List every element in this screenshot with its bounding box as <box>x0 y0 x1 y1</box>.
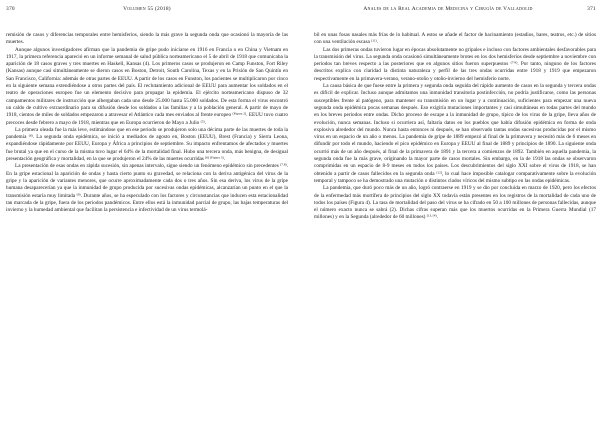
citation: (5) <box>200 118 205 123</box>
left-page-header <box>6 6 288 18</box>
right-page <box>300 0 600 423</box>
paragraph: La causa básica de que fuese entre la primera y segunda onda seguida del rápido aumento de casos en la segunda y tercera ondas es difícil de explicar. Incluso aunque admitamos una inmunidad transitoria postinfección, no podría justificarse, como las personas susceptibles frente al patógeno, para mantener su transmisión en un lugar y a continuación, suficientes para empezar una nueva segunda onda epidémica pocas semanas después. Eso exigiría mutaciones importantes y casi simultáneas en todas partes del mundo en los breves periodos entre ondas. Dicho proceso de escape a la inmunidad de grupo, típico de los virus de la gripe, lleva años de evolución, nunca semanas. Incluso si ocurriera así, faltaría datos en los pueblos que había difusión epidémica en forma de onda explosiva alrededor del mundo. Nunca hasta entonces ni después, se han observado tantas ondas sucesivas producidas por el mismo virus en un espacio de un año o menos. La pandemia de gripe de 1889 empezó al final de la primavera y necesitó más de 6 meses en difundir por todo el mundo, haciendo el pico epidémico en Europa y EEUU al final de 1889 y principios de 1890. La siguiente onda ocurrió más de un año después, al final de la primavera de 1891 y la tercera a comienzos de 1892. También en aquella pandemia, la segunda onda fue la más grave, originando la mayor parte de casos mortales. Sin embargo, en la de 1918 las ondas se observaron comprimidas en un espacio de 8-9 meses en todos los países. Los descubrimientos del siglo XXI sobre el virus de 1918, se han obtenido a partir de casos fallecidos en la segunda onda $^{(12)}$, lo cual hace imposible catalogar comparativamente sobre la evolución temporal y tampoco se ha demostrado una mutación o distintos clados víricos del mismo subtipo en las ondas epidémicas. <box>314 83 596 184</box>
citation: (9) <box>76 191 81 196</box>
citation: (12) <box>436 169 443 174</box>
right-page-number: 371 <box>587 6 596 12</box>
citation: (7,8) <box>280 162 287 167</box>
right-page-header <box>314 6 596 18</box>
citation: (7-9) <box>510 60 518 65</box>
paragraph: La pandemia, que duró poco más de un año, logró contraerse en 1919 y se dio por concluida en marzo de 1920, pero los efectos de la enfermedad más mortífera de principios del siglo XX todavía están presentes en los registros de la mortalidad de cada uno de todos los países (Figura 4). La tasa de mortalidad del paso del virus se ha cifrado en 50 a 100 millones de personas fallecidas, aunque el número exacto nunca se sabrá (2). Dichas cifras superan más que los muertos ocurridas en la Primera Guerra Mundial (17 millones) y en la Segunda (alrededor de 60 millones) $^{(13,14)}$. <box>314 185 596 221</box>
citation: (11) <box>371 38 377 43</box>
citation: (Figura 2) <box>232 111 247 116</box>
left-page-body <box>6 32 288 214</box>
paragraph: Las dos primeras ondas tuvieron lugar en épocas absolutamente no gripales e incluso con factores ambientales desfavorables para la transmisión del virus. La segunda onda ocasionó simultáneamente brotes en los dos hemisferios desde septiembre a noviembre con periodos tan breves respecto a las posteriores que en algunos sitios fueron superpuestos $^{(7-9)}$. Por tanto, ninguno de los factores descritos explica con claridad la distinta naturaleza y perfil de las tres ondas ocurridas entre 1918 y 1919 que empezaron respectivamente en la primavera-verano, verano-otoño y otoño-invierno del hemisferio norte. <box>314 46 596 82</box>
citation: (6) (Figura 3) <box>205 155 224 160</box>
left-running-title: Volumen 55 (2018) <box>123 6 171 12</box>
left-page-number: 370 <box>6 6 15 12</box>
right-page-body <box>314 32 596 222</box>
paragraph: La presentación de esas ondas en rápida sucesión, sin apenas intervalo, sigue siendo un fenómeno epidémico sin precedentes $^{(7,8)}$. En la gripe estacional la aparición de ondas y hasta cierto punto su gravedad, se relaciona con la deriva antigénica del virus de la gripe y la aparición de variantes menores, que ocurre aproximadamente cada dos o tres años. Sin esa deriva, los virus de la gripe humana desaparecerían ya que la inmunidad de grupo producida por sucesivas ondas epidémicas, alcanzarían un punto en el que la transmisión estaría muy limitada $^{(9)}$. Durante años, se ha especulado con los factores y circunstancias que inducen esta estacionalidad tan marcada de la gripe, fuera de los periodos pandémicos. Entre ellos está la inmunidad parcial de grupo, las bajas temperaturas del invierno y la humedad ambiental que facilitan la persistencia e infectividad de un virus termolá- <box>6 162 288 214</box>
right-running-title: Anales de la Real Academia de Medicina y Cirugía de Valladolid <box>363 6 533 12</box>
citation: (13,14) <box>426 213 437 218</box>
paragraph: bil en unas fosas nasales más frías de lo habitual. A estos se añade el factor de hacinamiento (estadios, bares, teatros, etc.) de sitios con una ventilación escasa $^{(11)}$. <box>314 32 596 46</box>
paragraph: La primera oleada fue la más leve, estimándose que en ese periodo se produjeron solo una décima parte de las muertes de toda la pandemia $^{(6)}$. La segunda onda epidémica, se inició a mediados de agosto en, Boston (EEUU), Brest (Francia) y Sierra Leona, expandiéndose rápidamente por EEUU, Europa y África a principios de septiembre. Su impacto enfrentamos de afectados y muertes fue brutal ya que en el curso de la misma tuvo lugar el 64% de la mortalidad final. Hubo una tercera onda, más benigna, de desigual presentación geográfica y mortalidad, en la que se produjeron el 24% de las muertes ocurridas $^{(6) (Figura 3)}$. <box>6 126 289 163</box>
paragraph: remisión de casos y diferencias temporales entre hemisferios, siendo la más grave la segunda onda que ocasionó la mayoría de las muertes. <box>6 32 288 46</box>
paragraph: Aunque algunos investigadores afirman que la pandemia de gripe pudo iniciarse en 1916 en Francia o en China y Vietnam en 1917, la primera referencia apareció en un informe semanal de salud pública norteamericano el 5 de abril de 1918 que comunicaba la aparición de 18 casos graves y tres muertes en Haskell, Kansas (4). Los primeros casos se produjeron en Camp Funston, Fort Riley (Kansas) aunque casi simultáneamente se dieron casos en Boston, Detroit, South Carolina, Texas y en la Prisión de San Quintín en San Francisco, California: además de otras partes de EEUU. A partir de los casos en Funston, los pacientes se multiplicaron por cinco en la siguiente semana extendiéndose a otros partes del país. El reclutamiento adicional de EEUU para aumentar los soldados en el teatro de operaciones europeo fue un elemento decisivo para propagar la epidemia. El ejército norteamericano dispuso de 32 campamentos militares de instrucción que albergaban cada uno desde 25.000 hasta 55.000 soldados. De esta forma el virus encontró un caldo de cultivo extraordinario para su difusión desde los soldados a las familias y a la población general. A partir de mayo de 1918, cientos de miles de soldados empezaron a atravesar el Atlántico cada mes enviados al frente europeo $^{(Figura 2)}$. EEUU tuvo cuatro precoces desde febrero a mayo de 1918, mientras que en Europa ocurrieron de Mayo a Julio $^{(5)}$. <box>6 46 288 126</box>
citation: (6) <box>28 133 33 138</box>
